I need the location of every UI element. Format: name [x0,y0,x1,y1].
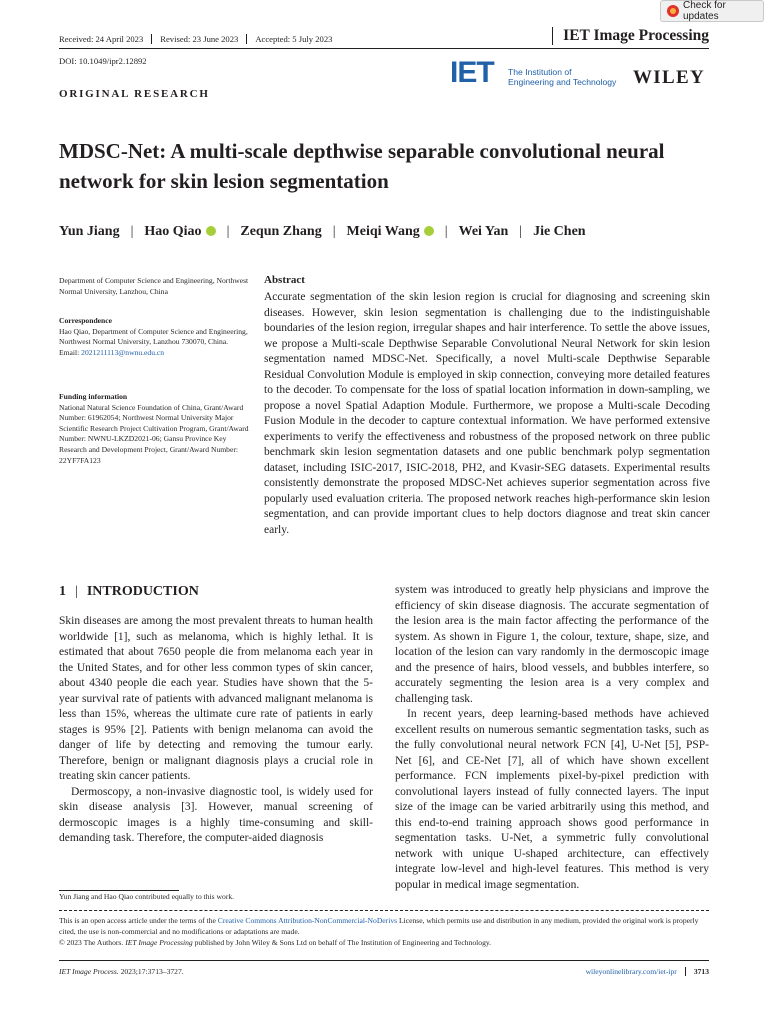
publisher-logos [450,56,710,88]
iet-logo: IET [450,56,494,89]
section-title: INTRODUCTION [86,584,199,599]
author-name[interactable]: Yun Jiang [59,224,120,239]
body-column-right [395,583,709,893]
author-name[interactable]: Zequn Zhang [240,224,322,239]
article-dates [59,34,340,44]
author-name[interactable]: Jie Chen [533,224,586,239]
header-rule [59,48,709,49]
citation-details: 2023;17:3713–3727. [120,967,184,976]
funding-text: National Natural Science Foundation of China, Grant/Award Number: 61962054; Northwest Normal University Major Scientific Research Project Cultivation Program, Grant/Award Number: NWNU-LKZD2021-06; Gansu Province Key Research and Development Project, Grant/Award Number: 22YF7FA123 [59,402,249,465]
copyright-post: published by John Wiley & Sons Ltd on behalf of The Institution of Engineering and Technology. [194,938,492,947]
header-bar [59,26,709,48]
license-pre: This is an open access article under the terms of the [59,916,216,925]
received-date: Received: 24 April 2023 [59,34,144,44]
author-name[interactable]: Meiqi Wang [346,224,420,239]
section-label: ORIGINAL RESEARCH [59,88,210,100]
revised-date: Revised: 23 June 2023 [151,34,246,44]
paragraph: Dermoscopy, a non-invasive diagnostic tool, is widely used for skin disease analysis [3]. However, manual screening of dermoscopic images is a highly time-consuming and skill-demanding task. Therefore, the computer-aided diagnosis [59,785,373,844]
abstract-heading: Abstract [264,274,305,286]
heading-separator: | [75,584,78,599]
page-number: 3713 [685,967,709,976]
crossmark-icon [667,5,679,17]
section-heading-introduction [59,584,199,600]
author-name[interactable]: Wei Yan [458,224,509,239]
author-separator: | [444,224,448,239]
correspondence-text: Hao Qiao, Department of Computer Science and Engineering, Northwest Normal University, Lanzhou 730070, China. [59,326,248,347]
paragraph: system was introduced to greatly help physicians and improve the efficiency of skin disease diagnosis. The accurate segmentation of the lesion area is the main factor affecting the performance of the system. As shown in Figure 1, the colour, texture, shape, size, and location of the lesion can vary randomly in the dermoscopic image and the presence of hairs, blood vessels, and bubbles interfere, so accurately segmenting the lesion area is a very complex and challenging task. [395,584,709,705]
author-separator: | [519,224,523,239]
author-name[interactable]: Hao Qiao [144,224,202,239]
copyright-pre: © 2023 The Authors. [59,938,124,947]
citation-journal: IET Image Process. [59,967,119,976]
affiliation: Department of Computer Science and Engineering, Northwest Normal University, Lanzhou, China [59,276,249,296]
iet-line-2: Engineering and Technology [508,77,617,87]
body-column-left [59,614,373,847]
author-separator: | [130,224,134,239]
author-separator: | [226,224,230,239]
footnote: Yun Jiang and Hao Qiao contributed equally to this work. [59,892,235,901]
license-link[interactable]: Creative Commons Attribution-NonCommercial-NoDerivs [217,916,398,925]
doi[interactable]: DOI: 10.1049/ipr2.12892 [59,56,147,66]
abstract-text: Accurate segmentation of the skin lesion region is crucial for diagnosing and screening skin diseases. However, skin lesion segmentation is challenging due to the indistinguishable boundaries of the lesion region, irregular shapes and hair interference. To settle the above issues, we propose a Multi-scale Depthwise Separable Convolutional Neural Network for skin lesion segmentation named MDSC-Net. Specifically, a novel Multi-scale Depthwise Separable Residual Convolution Module is employed in skip connection, conveying more detailed features to the decoder. To compensate for the loss of spatial location information in down-sampling, we propose a novel Spatial Adaption Module. Furthermore, we propose a Multi-scale Decoding Fusion Module in the decoder to capture contextual information. We have performed extensive experiments to verify the effectiveness and robustness of the proposed network on three public benchmark skin lesion segmentation datasets and one public benchmark polyp segmentation dataset, including ISIC-2017, ISIC-2018, PH2, and Kvasir-SEG datasets. Experimental results consistently demonstrate the proposed MDSC-Net achieves superior segmentation across five popularly used evaluation criteria. The proposed network reaches high-performance skin lesion segmentation, and can provide important clues to help doctors diagnose and treat skin cancer early. [264,291,710,536]
iet-line-1: The Institution of [508,67,572,77]
article-title: MDSC-Net: A multi-scale depthwise separable convolutional neural network for skin lesion segmentation [59,139,665,193]
journal-url-link[interactable]: wileyonlinelibrary.com/iet-ipr [585,967,677,976]
paragraph: In recent years, deep learning-based methods have achieved excellent results on numerous semantic segmentation tasks, such as the fully convolutional neural network FCN [4], U-Net [5], PSP-Net [6], and CE-Net [7], all of which have shown excellent performance. FCN implements pixel-by-pixel prediction with convolutional layers instead of fully connected layers. The input size of the image can be varied arbitrarily using this method, and this end-to-end training approach shows good performance in segmentation tasks. U-Net, a symmetric fully convolutional network with unique U-shaped architecture, can effectively integrate low-level and high-level features. This method is very popular in medical image segmentation. [395,708,709,891]
license-post: License, which permits use and distribution in any medium, provided the original work is properly cited, the use is non-commercial and no modifications or adaptations are made. [59,916,699,936]
email-line [59,348,249,359]
author-list [59,224,586,240]
email-link[interactable]: 2021211113@nwnu.edu.cn [81,347,165,357]
accepted-date: Accepted: 5 July 2023 [246,34,340,44]
orcid-icon[interactable] [206,226,216,236]
license-text [59,915,709,948]
footnote-rule [59,890,179,891]
footer-right [586,967,709,976]
citation [59,967,184,976]
email-label: Email: [59,347,80,357]
copyright-journal: IET Image Processing [125,938,193,947]
funding-block [59,392,249,466]
footer-rule [59,960,709,961]
correspondence-block [59,316,249,358]
iet-logo-text [508,67,616,87]
wiley-logo: WILEY [633,67,705,88]
section-number: 1 [59,584,66,599]
check-updates-button[interactable] [660,0,764,22]
journal-name: IET Image Processing [552,27,709,45]
orcid-icon[interactable] [424,226,434,236]
correspondence-heading: Correspondence [59,316,113,325]
check-updates-label: Check for updates [683,0,726,22]
funding-heading: Funding information [59,392,128,401]
paragraph: Skin diseases are among the most prevalent threats to human health worldwide [1], such as melanoma, which is highly lethal. It is estimated that about 7650 people die from melanoma each year in the United States, and for other less common types of skin cancer, about 4340 people die each year. Studies have shown that the 5-year survival rate of patients with advanced malignant melanoma is less than 15%, whereas the ultimate cure rate of patients in early stages is 95% [2]. Patients with benign melanoma can avoid the danger of life by detecting and removing the tumour early. Therefore, benign or malignant diagnosis plays a crucial role in treating skin cancer patients. [59,615,373,782]
author-separator: | [332,224,336,239]
license-divider [59,910,709,911]
